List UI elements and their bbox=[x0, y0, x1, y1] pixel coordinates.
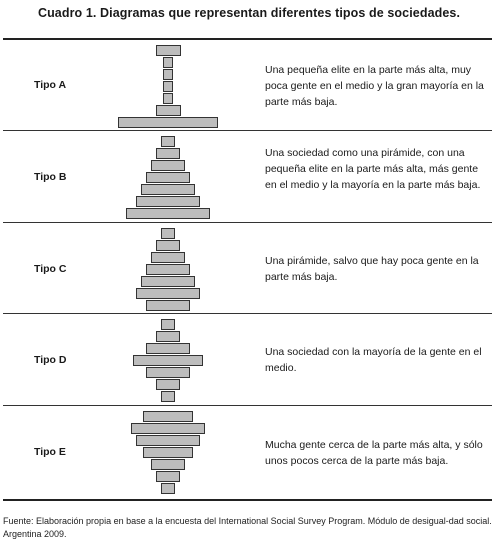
level-bar bbox=[163, 81, 173, 92]
level-bar bbox=[161, 391, 175, 402]
level-bar bbox=[161, 228, 175, 239]
society-diagram-tipo-e bbox=[113, 406, 228, 499]
level-bar bbox=[156, 148, 180, 159]
level-bar bbox=[146, 343, 190, 354]
row-label: Tipo E bbox=[34, 446, 66, 458]
level-bar bbox=[163, 93, 173, 104]
society-diagram-tipo-a bbox=[113, 40, 228, 131]
row-description: Una pirámide, salvo que hay poca gente en la parte más baja. bbox=[265, 255, 479, 283]
row-label: Tipo A bbox=[34, 79, 67, 91]
table-row-tipo-d bbox=[3, 314, 492, 406]
table-title: Cuadro 1. Diagramas que representan diferentes tipos de sociedades. bbox=[37, 6, 461, 20]
table-bottom-rule bbox=[3, 499, 492, 501]
level-bar bbox=[143, 411, 193, 422]
level-bar bbox=[163, 69, 173, 80]
society-diagram-tipo-c bbox=[113, 223, 228, 314]
row-description: Mucha gente cerca de la parte más alta, y sólo unos pocos cerca de la parte más baja. bbox=[265, 439, 483, 467]
level-bar bbox=[156, 240, 180, 251]
diagram-table bbox=[3, 38, 492, 500]
row-description: Una pequeña elite en la parte más alta, muy poca gente en el medio y la gran mayoría en la parte más baja. bbox=[265, 64, 484, 108]
row-description: Una sociedad con la mayoría de la gente en el medio. bbox=[265, 346, 482, 374]
level-bar bbox=[136, 288, 200, 299]
table-row-tipo-b bbox=[3, 131, 492, 223]
level-bar bbox=[143, 447, 193, 458]
level-bar bbox=[131, 423, 205, 434]
level-bar bbox=[118, 117, 218, 128]
level-bar bbox=[161, 483, 175, 494]
level-bar bbox=[146, 300, 190, 311]
level-bar bbox=[161, 319, 175, 330]
level-bar bbox=[136, 435, 200, 446]
level-bar bbox=[156, 379, 180, 390]
level-bar bbox=[141, 184, 195, 195]
level-bar bbox=[136, 196, 200, 207]
level-bar bbox=[151, 459, 185, 470]
level-bar bbox=[141, 276, 195, 287]
table-row-tipo-a bbox=[3, 40, 492, 131]
row-label: Tipo B bbox=[34, 171, 67, 183]
source-note: Fuente: Elaboración propia en base a la encuesta del International Social Survey Program. Módulo de desigual-dad social. Argentina 2009. bbox=[3, 516, 492, 539]
level-bar bbox=[133, 355, 203, 366]
row-description: Una sociedad como una pirámide, con una pequeña elite en la parte más alta, más gente en el medio y la mayoría en la parte más baja. bbox=[265, 147, 481, 191]
level-bar bbox=[156, 105, 181, 116]
level-bar bbox=[151, 160, 185, 171]
table-row-tipo-e bbox=[3, 406, 492, 499]
society-diagram-tipo-b bbox=[113, 131, 228, 223]
level-bar bbox=[156, 471, 180, 482]
row-label: Tipo D bbox=[34, 354, 67, 366]
level-bar bbox=[156, 331, 180, 342]
level-bar bbox=[126, 208, 210, 219]
level-bar bbox=[161, 136, 175, 147]
level-bar bbox=[146, 367, 190, 378]
level-bar bbox=[151, 252, 185, 263]
society-diagram-tipo-d bbox=[113, 314, 228, 406]
level-bar bbox=[163, 57, 173, 68]
table-row-tipo-c bbox=[3, 223, 492, 314]
level-bar bbox=[146, 172, 190, 183]
row-label: Tipo C bbox=[34, 263, 67, 275]
level-bar bbox=[146, 264, 190, 275]
level-bar bbox=[156, 45, 181, 56]
